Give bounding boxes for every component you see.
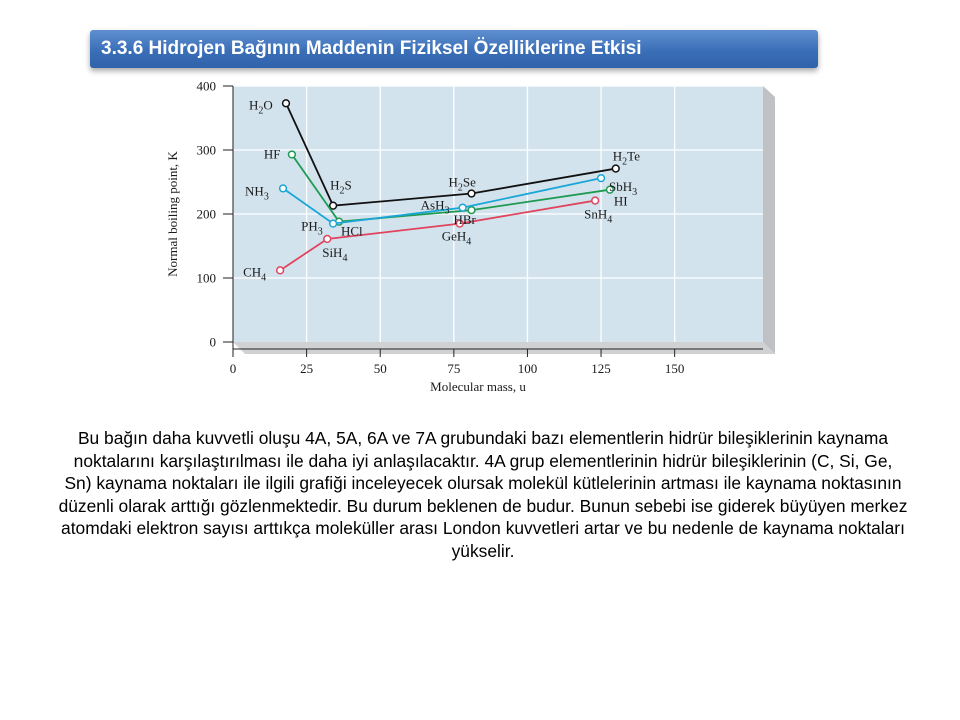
y-tick-label: 100 — [196, 270, 216, 286]
point-h2se — [468, 190, 475, 197]
label-ph3: $PH_3$ — [301, 218, 323, 238]
label-sih4: SiH$_4$ — [322, 244, 348, 264]
point-h2o — [283, 100, 290, 107]
point-snh4 — [592, 197, 599, 204]
label-hf: HF — [263, 146, 281, 162]
label-geh4: GeH$_4$ — [441, 228, 472, 248]
point-ch4 — [277, 267, 284, 274]
label-hi: HI — [613, 193, 628, 209]
label-h2se: $H_2Se$ — [448, 174, 476, 194]
point-ash3 — [459, 204, 466, 211]
label-h2te: $H_2Te$ — [612, 148, 640, 168]
x-tick-label: 75 — [447, 361, 461, 376]
point-h2te — [612, 165, 619, 172]
label-ash3: AsH$_3$ — [420, 197, 450, 217]
x-tick-label: 50 — [373, 361, 387, 376]
y-axis-label: Normal boiling point, K — [165, 151, 180, 277]
label-h2o: $H_2O$ — [249, 97, 273, 117]
label-hbr: HBr — [453, 212, 476, 228]
x-tick-label: 25 — [300, 361, 314, 376]
y-tick-label: 300 — [196, 142, 216, 158]
point-hf — [288, 151, 295, 158]
x-tick-label: 150 — [664, 361, 685, 376]
x-axis-label: Molecular mass, u — [430, 379, 526, 394]
x-tick-label: 0 — [229, 361, 237, 376]
label-snh4: SnH$_4$ — [584, 206, 613, 226]
y-tick-label: 0 — [209, 334, 216, 350]
x-tick-label: 125 — [591, 361, 611, 376]
label-hcl: HCl — [341, 223, 363, 239]
label-sbh3: SbH$_3$ — [609, 179, 638, 199]
y-tick-label: 400 — [196, 78, 216, 94]
plot-shadow-bottom — [233, 342, 775, 354]
label-h2s: $H_2S$ — [330, 177, 352, 197]
point-sih4 — [324, 236, 331, 243]
y-tick-label: 200 — [196, 206, 216, 222]
x-tick-label: 100 — [517, 361, 538, 376]
plot-shadow-right — [763, 86, 775, 354]
label-nh3: $NH_3$ — [245, 183, 269, 203]
point-h2s — [330, 202, 337, 209]
point-ph3 — [330, 220, 337, 227]
slide-title: 3.3.6 Hidrojen Bağının Maddenin Fiziksel Özelliklerine Etkisi — [90, 30, 818, 68]
label-ch4: $CH_4$ — [243, 264, 267, 284]
point-nh3 — [280, 185, 287, 192]
explanation-paragraph: Bu bağın daha kuvvetli oluşu 4A, 5A, 6A ve 7A grubundaki bazı elementlerin hidrür bileşiklerinin kaynama noktalarını karşılaştırılması ile daha iyi anlaşılacaktır. 4A grup elementlerinin hidrür bileşiklerinin (C, Si, Ge, Sn) kaynama noktaları ile ilgili grafiği inceleyecek olursak molekül kütlelerinin artması ile kaynama noktasının düzenli olarak arttığı gözlenmektedir. Bu durum beklenen de budur. Bunun sebebi ise giderek büyüyen merkez atomdaki elektron sayısı arttıkça moleküller arası London kuvvetleri artar ve bu nedenle de kaynama noktaları yükselir. — [58, 428, 908, 561]
point-sbh3 — [598, 175, 605, 182]
